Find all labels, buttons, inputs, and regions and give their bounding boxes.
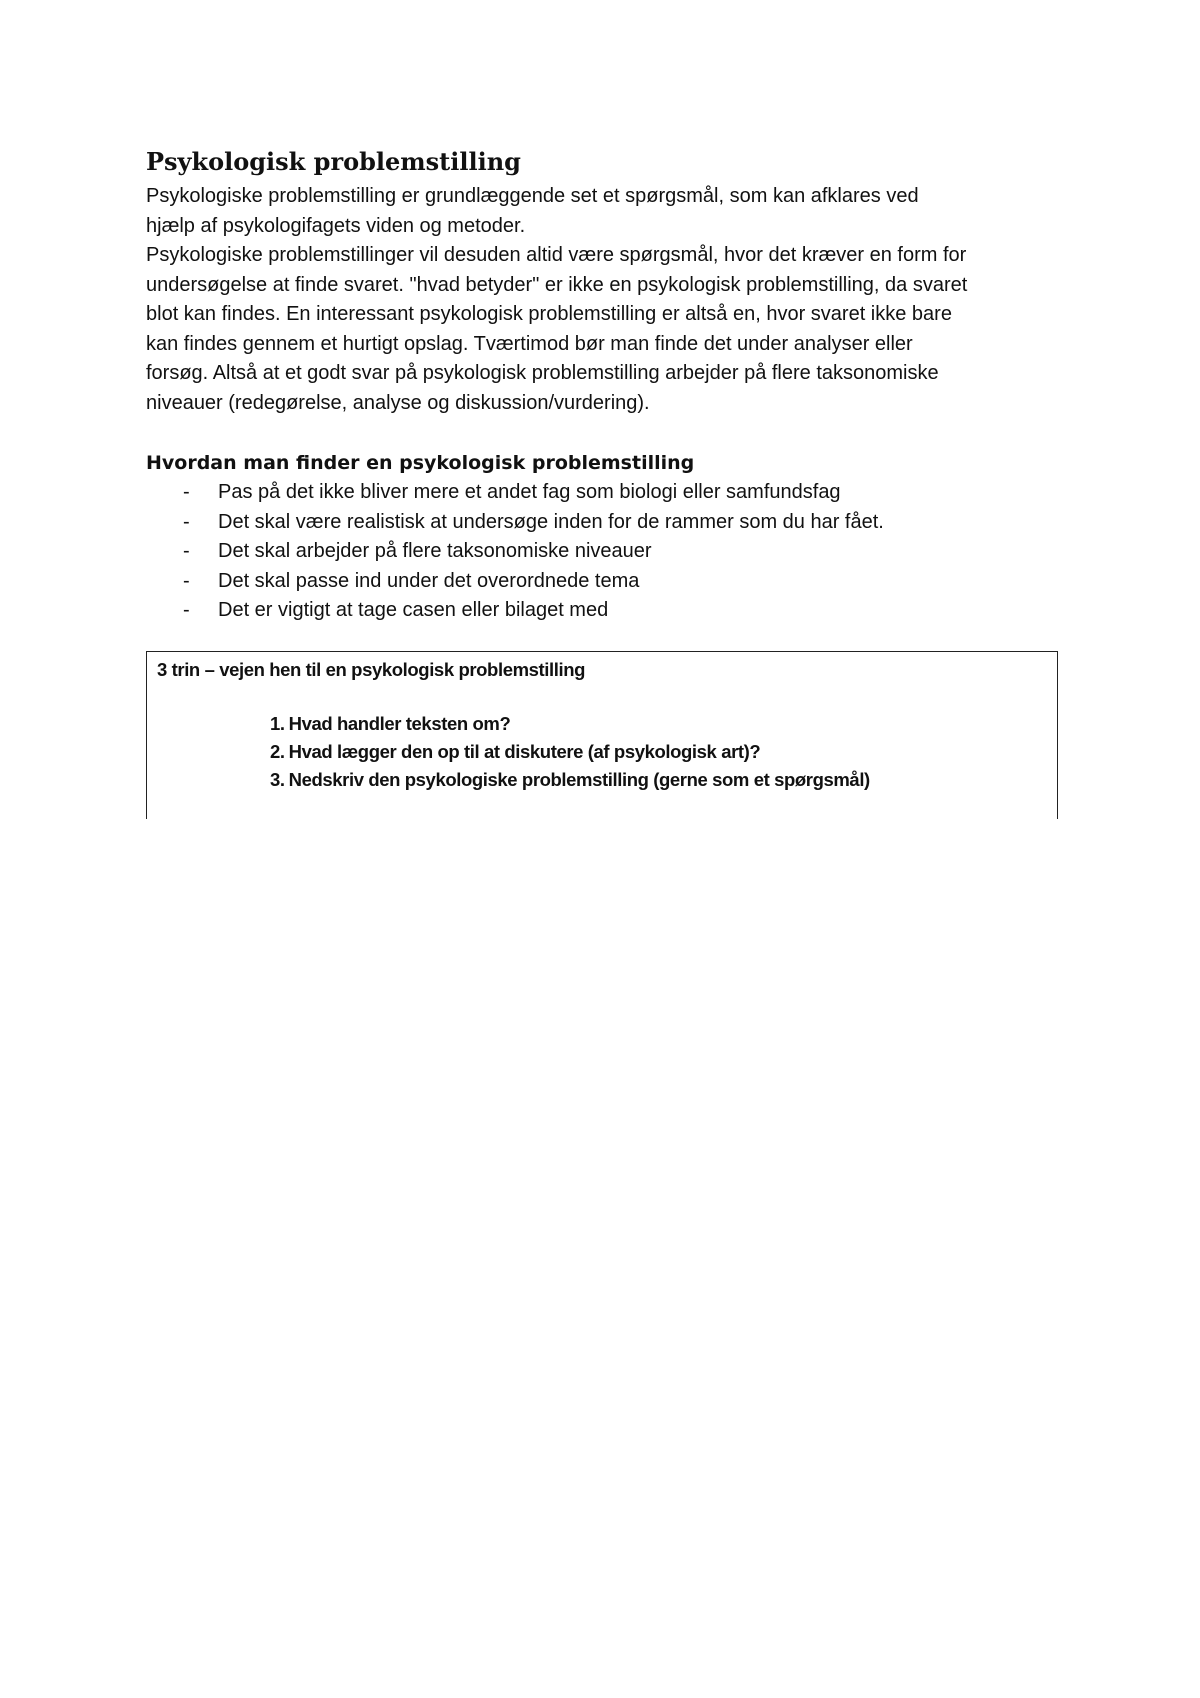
intro-line: niveauer (redegørelse, analyse og diskussion/vurdering).: [146, 391, 650, 414]
list-item-text: Det skal være realistisk at undersøge inden for de rammer som du har fået.: [218, 510, 884, 533]
step-number: 1.: [270, 713, 285, 734]
step-item: [270, 710, 1047, 738]
list-item-text: Det skal arbejder på flere taksonomiske niveauer: [218, 540, 652, 562]
list-item: [146, 537, 1066, 567]
intro-line: kan findes gennem et hurtigt opslag. Tværtimod bør man finde det under analyser eller: [146, 332, 913, 355]
steps-box-title: 3 trin – vejen hen til en psykologisk problemstilling: [157, 659, 586, 680]
intro-line: blot kan findes. En interessant psykologisk problemstilling er altså en, hvor svaret ikke bare: [146, 303, 952, 325]
intro-line: forsøg. Altså at et godt svar på psykologisk problemstilling arbejder på flere taksonomiske: [146, 362, 939, 384]
dash-marker: -: [183, 481, 190, 503]
intro-paragraph: [146, 182, 1066, 418]
intro-line: Psykologiske problemstilling er grundlæggende set et spørgsmål, som kan afklares ved: [146, 185, 919, 207]
step-text: Hvad handler teksten om?: [288, 713, 511, 734]
document-title: Psykologisk problemstilling: [146, 147, 521, 176]
list-item: [146, 478, 1066, 508]
step-item: [270, 766, 1047, 794]
bullet-list: [146, 478, 1066, 626]
section-heading: Hvordan man finder en psykologisk problemstilling: [146, 452, 695, 474]
step-number: 3.: [270, 769, 285, 790]
step-text: Hvad lægger den op til at diskutere (af psykologisk art)?: [288, 741, 761, 762]
document-page: [146, 146, 1066, 626]
list-item-text: Pas på det ikke bliver mere et andet fag som biologi eller samfundsfag: [218, 481, 841, 503]
step-text: Nedskriv den psykologiske problemstilling (gerne som et spørgsmål): [288, 769, 870, 790]
step-number: 2.: [270, 741, 285, 762]
dash-marker: -: [183, 540, 190, 562]
steps-box: [146, 651, 1058, 819]
intro-line: undersøgelse at finde svaret. "hvad betyder" er ikke en psykologisk problemstilling, da svaret: [146, 273, 968, 296]
step-item: [270, 738, 1047, 766]
intro-line: hjælp af psykologifagets viden og metoder.: [146, 214, 526, 237]
list-item: [146, 567, 1066, 597]
dash-marker: -: [183, 510, 190, 533]
dash-marker: -: [183, 569, 190, 592]
dash-marker: -: [183, 599, 190, 621]
list-item-text: Det er vigtigt at tage casen eller bilaget med: [218, 599, 609, 621]
list-item: [146, 508, 1066, 538]
intro-line: Psykologiske problemstillinger vil desuden altid være spørgsmål, hvor det kræver en form for: [146, 244, 967, 266]
steps-list: [157, 710, 1047, 794]
list-item: [146, 596, 1066, 626]
list-item-text: Det skal passe ind under det overordnede tema: [218, 569, 640, 592]
